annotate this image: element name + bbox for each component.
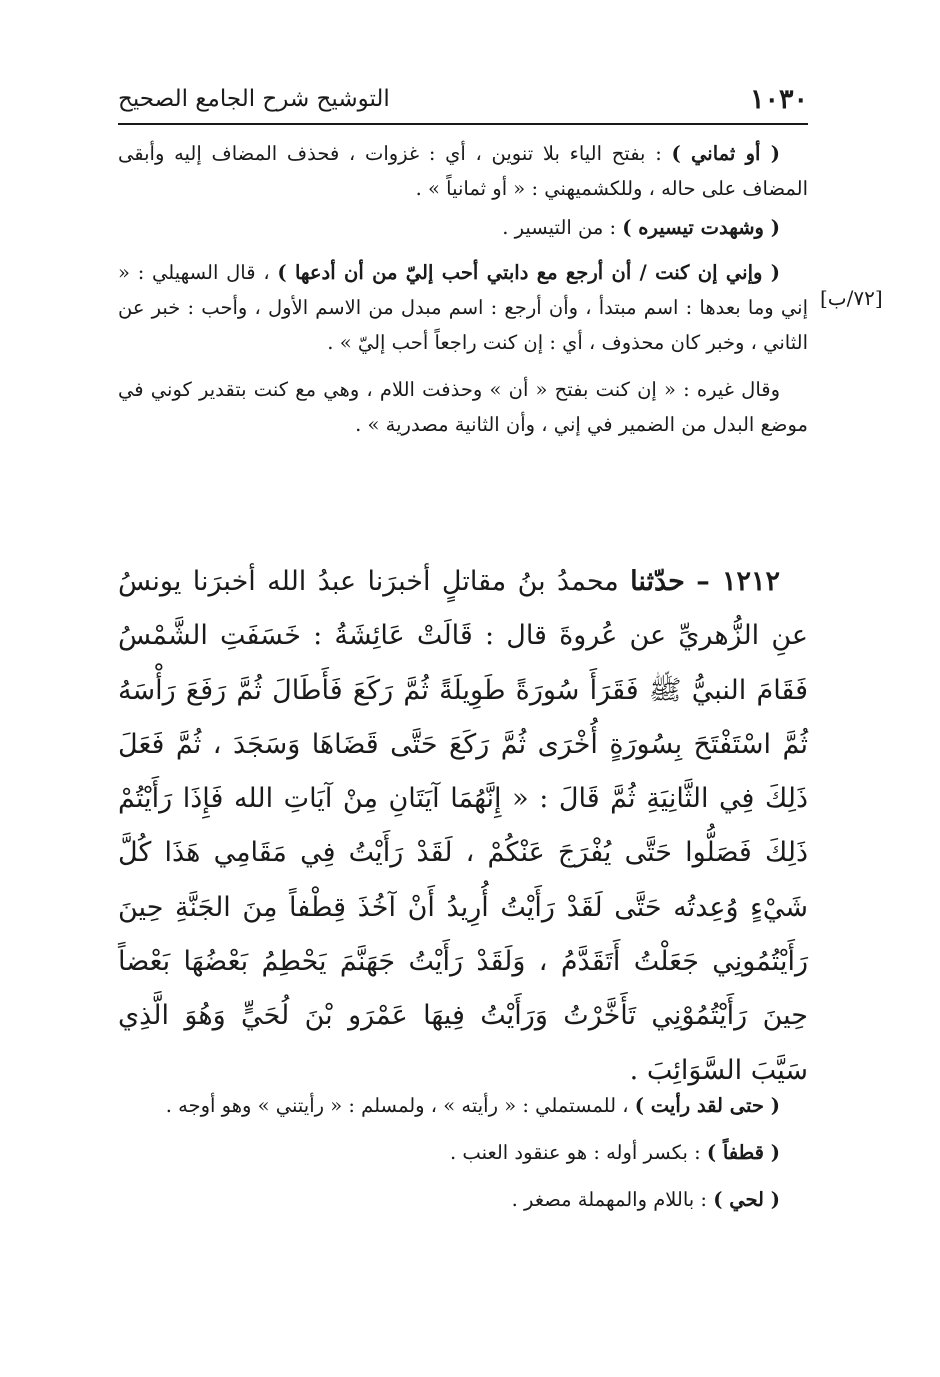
commentary-top <box>118 136 808 442</box>
commentary-paragraph <box>118 1088 808 1123</box>
commentary-paragraph <box>118 1135 808 1170</box>
commentary-text: ، للمستملي : « رأيته » ، ولمسلم : « رأيتني » وهو أوجه . <box>165 1094 635 1117</box>
commentary-text: : باللام والمهملة مصغر . <box>511 1188 714 1211</box>
lemma: ( أو ثماني ) <box>671 142 780 165</box>
commentary-text: ، قال السهيلي : « إني وما بعدها : اسم مبتدأ ، وأن أرجع : اسم مبدل من الاسم الأول ، وأحب : خبر عن الثاني ، وخبر كان محذوف ، أي : إن كنت راجعاً أحب إليّ » . <box>118 261 808 354</box>
hadith-paragraph <box>118 555 808 1098</box>
commentary-text: وقال غيره : « إن كنت بفتح « أن » وحذفت اللام ، وهي مع كنت بتقدير كوني في موضع البدل من الضمير في إني ، وأن الثانية مصدرية » . <box>118 378 808 436</box>
hadith-number: ١٢١٢ – <box>696 566 780 597</box>
page-header <box>118 78 808 120</box>
commentary-text: : بكسر أوله : هو عنقود العنب . <box>450 1141 707 1164</box>
header-rule <box>118 123 808 125</box>
lemma: ( وإني إن كنت / أن أرجع مع دابتي أحب إليّ من أن أدعها ) <box>277 261 780 284</box>
commentary-paragraph <box>118 372 808 442</box>
commentary-text: : من التيسير . <box>502 216 623 239</box>
lemma: ( حتى لقد رأيت ) <box>634 1094 780 1117</box>
hadith-lead: حدّثنا <box>630 566 685 597</box>
lemma: ( قطفاً ) <box>706 1141 780 1164</box>
commentary-paragraph <box>118 1182 808 1217</box>
lemma: ( وشهدت تيسيره ) <box>622 216 780 239</box>
commentary-text: : بفتح الياء بلا تنوين ، أي : غزوات ، فحذف المضاف إليه وأبقى المضاف على حاله ، وللكشميهني : « أو ثمانياً » . <box>118 142 808 200</box>
commentary-bottom <box>118 1088 808 1217</box>
commentary-paragraph <box>118 210 808 245</box>
commentary-paragraph <box>118 255 808 360</box>
hadith-text <box>118 555 808 1098</box>
commentary-paragraph <box>118 136 808 206</box>
margin-folio-reference: [٧٢/ب] <box>820 286 883 310</box>
lemma: ( لحي ) <box>713 1188 780 1211</box>
page-number: ١٠٣٠ <box>749 84 808 115</box>
running-title: التوشيح شرح الجامع الصحيح <box>118 86 390 112</box>
hadith-body: محمدُ بنُ مقاتلٍ أخبرَنا عبدُ الله أخبرَنا يونسُ عنِ الزُّهريِّ عن عُروةَ قال : قَالَتْ عَائِشَةُ : خَسَفَتِ الشَّمْسُ فَقَامَ النبيُّ ﷺ فَقَرَأَ سُورَةً طَوِيلَةً ثُمَّ رَكَعَ فَأَطَالَ ثُمَّ رَفَعَ رَأْسَهُ ثُمَّ اسْتَفْتَحَ بِسُورَةٍ أُخْرَى ثُمَّ رَكَعَ حَتَّى قَضَاهَا وَسَجَدَ ، ثُمَّ فَعَلَ ذَلِكَ فِي الثَّانِيَةِ ثُمَّ قَالَ : « إِنَّهُمَا آيَتَانِ مِنْ آيَاتِ الله فَإِذَا رَأَيْتُمْ ذَلِكَ فَصَلُّوا حَتَّى يُفْرَجَ عَنْكُمْ ، لَقَدْ رَأَيْتُ فِي مَقَامِي هَذَا كُلَّ شَيْءٍ وُعِدتُه حَتَّى لَقَدْ رَأَيْتُ أُرِيدُ أَنْ آخُذَ قِطْفاً مِنَ الجَنَّةِ حِينَ رَأَيْتُمُونِي جَعَلْتُ أَتَقَدَّمُ ، وَلَقَدْ رَأَيْتُ جَهَنَّمَ يَحْطِمُ بَعْضُهَا بَعْضاً حِينَ رَأَيْتُمُوْنِي تَأَخَّرْتُ وَرَأَيْتُ فِيهَا عَمْرَو بْنَ لُحَيٍّ وَهُوَ الَّذِي سَيَّبَ السَّوَائِبَ . <box>118 566 808 1086</box>
